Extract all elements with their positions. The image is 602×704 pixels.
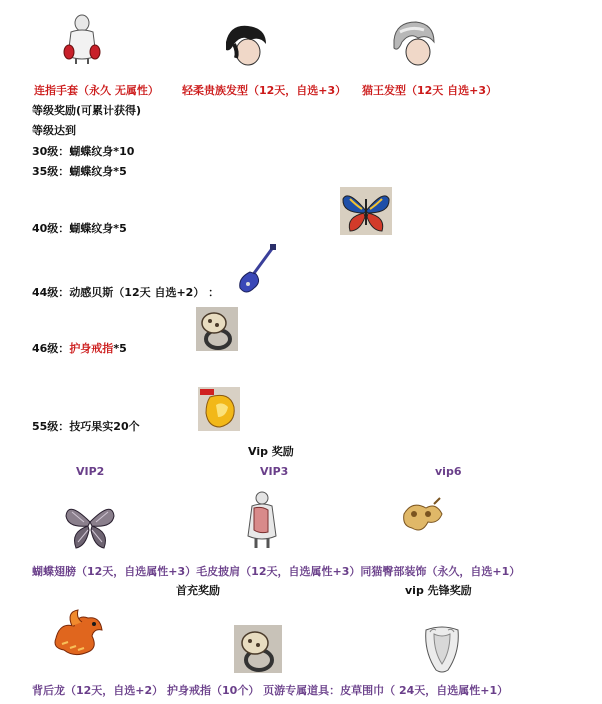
vip-reward-title: Vip 奖励 [248, 445, 294, 458]
level-value: 55级： [32, 420, 70, 433]
butterfly-wings-icon [64, 496, 116, 552]
level-value: 35级： [32, 165, 70, 178]
vip-tier-2: VIP2 [76, 465, 105, 478]
level-reward-subheading: 等级达到 [32, 124, 76, 137]
butterfly-tattoo-icon [340, 187, 392, 235]
level-row-30 [32, 145, 134, 159]
white-gloves-icon [62, 12, 102, 64]
level-value: 40级： [32, 222, 70, 235]
reward-count: *5 [113, 342, 127, 355]
top-item-label-elvis-hair: 猫王发型（12天 自选+3） [362, 84, 498, 97]
level-row-44 [32, 286, 219, 300]
top-item-label-noble-hair: 轻柔贵族发型（12天，自选+3） [182, 84, 347, 97]
fur-scarf-icon [422, 624, 462, 674]
bass-guitar-icon [234, 244, 278, 296]
reward-text: 护身戒指 [69, 342, 114, 355]
protection-ring-10-icon [234, 625, 282, 673]
level-value: 44级： [32, 286, 70, 299]
reward-text: 蝴蝶纹身*5 [69, 165, 127, 178]
level-value: 30级： [32, 145, 70, 158]
level-row-40 [32, 222, 127, 236]
first-charge-items-line: 背后龙（12天，自选+2） 护身戒指（10个） 页游专属道具：皮草围巾（ 24天，自选属性+1） [32, 684, 509, 697]
top-item-label-gloves: 连指手套（永久 无属性） [34, 84, 159, 97]
reward-text: 蝴蝶纹身*10 [69, 145, 135, 158]
level-row-55 [32, 420, 140, 434]
reward-text: 动感贝斯（12天 自选+2） ： [69, 286, 220, 299]
reward-text: 蝴蝶纹身*5 [69, 222, 127, 235]
vip-items-line: 蝴蝶翅膀（12天，自选属性+3）毛皮披肩（12天，自选属性+3）同猫臀部装饰（永久，自选+1） [32, 565, 521, 578]
vip-tier-6: vip6 [435, 465, 462, 478]
level-row-35 [32, 165, 127, 179]
level-row-46 [32, 342, 127, 356]
gray-hair-icon [388, 18, 438, 68]
vip-vanguard-title: vip 先锋奖励 [405, 584, 472, 597]
cat-hip-accessory-icon [398, 494, 446, 538]
vip-tier-3: VIP3 [260, 465, 289, 478]
first-charge-title: 首充奖励 [176, 584, 220, 597]
black-hair-icon [220, 22, 270, 68]
level-value: 46级： [32, 342, 70, 355]
protection-ring-icon [196, 307, 238, 351]
back-dragon-icon [48, 608, 106, 662]
reward-text: 技巧果实20个 [69, 420, 140, 433]
level-reward-heading: 等级奖励(可累计获得) [32, 104, 142, 117]
skill-fruit-icon [198, 387, 240, 431]
fur-shawl-icon [244, 490, 280, 548]
